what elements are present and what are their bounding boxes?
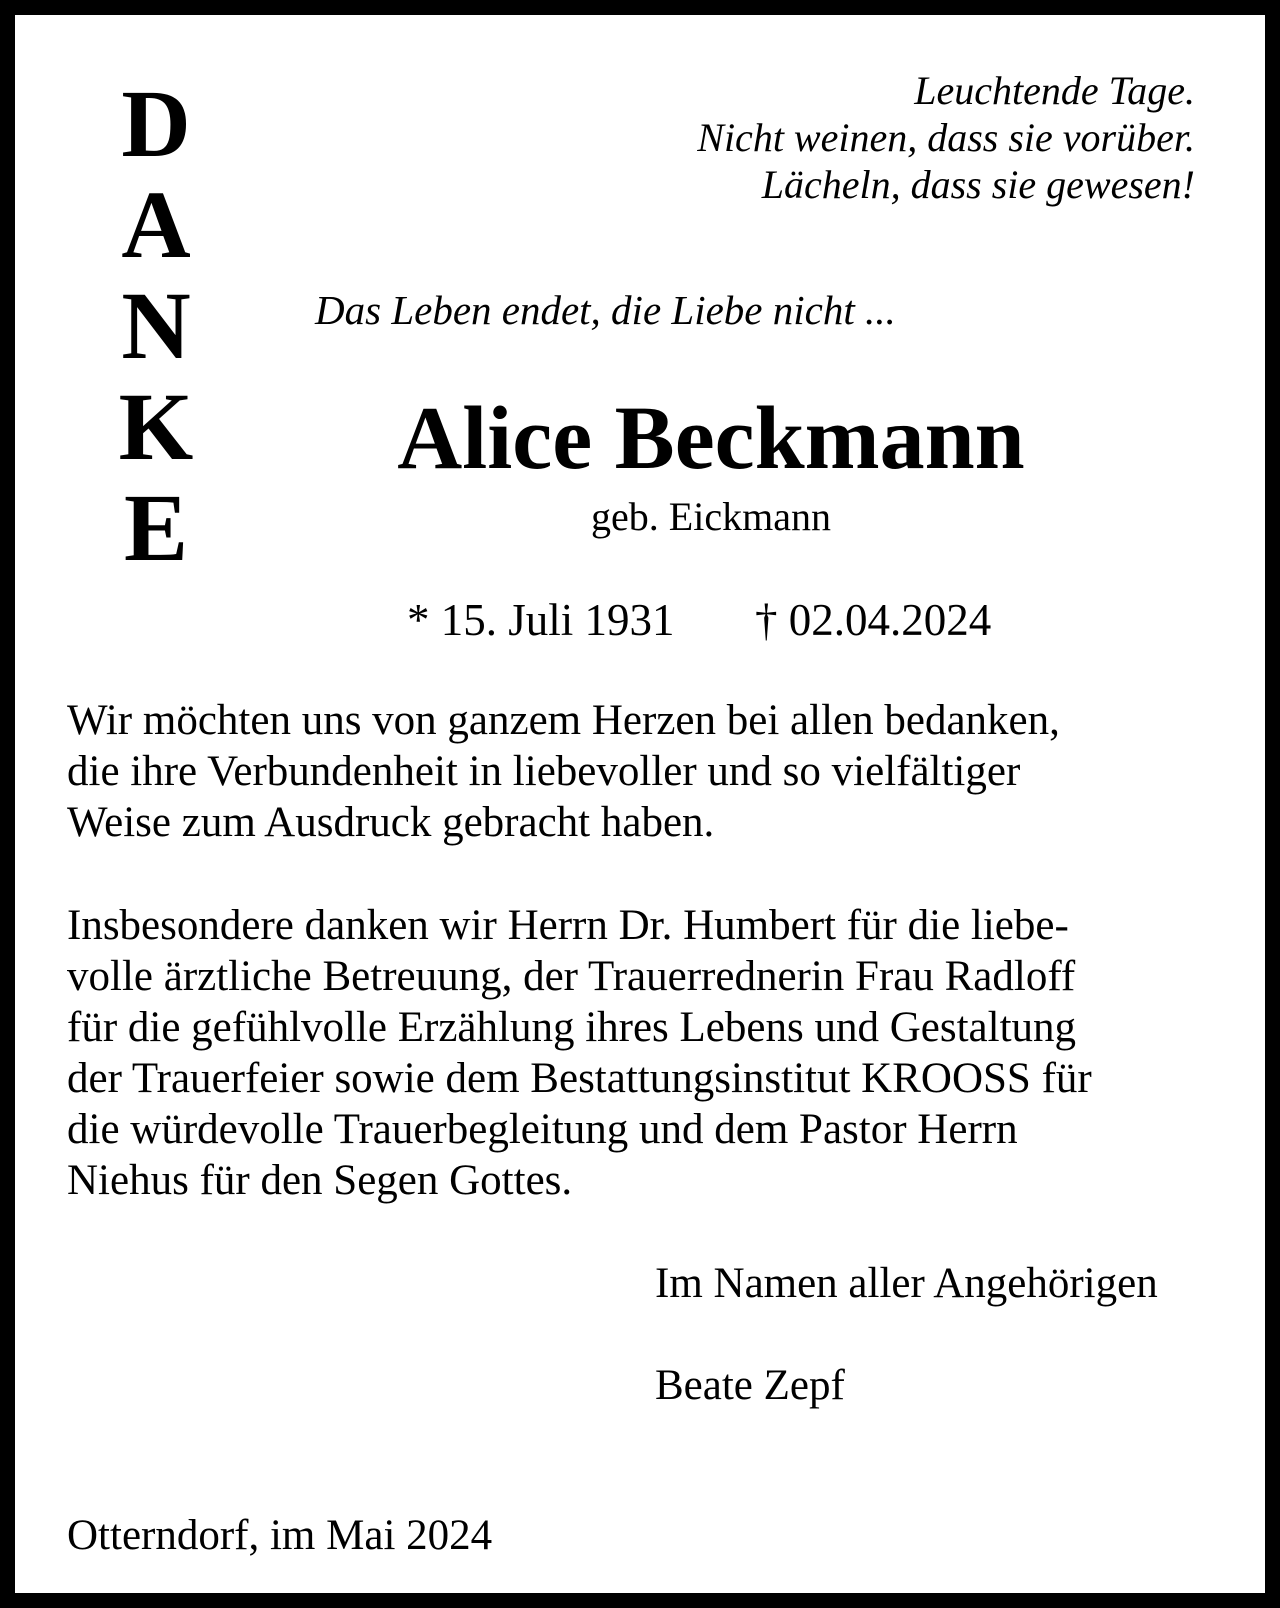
deceased-name: Alice Beckmann [397,389,1025,488]
motto-line: Nicht weinen, dass sie vorüber. [697,115,1195,160]
danke-letter: N [121,272,191,379]
place-and-date: Otterndorf, im Mai 2024 [67,1512,493,1559]
closing-line: Im Namen aller Angehörigen [655,1260,1158,1307]
paragraph-line: für die gefühlvolle Erzählung ihres Lebens und Gestaltung [67,1004,1077,1051]
danke-letter: E [123,474,189,581]
thanks-paragraph [67,695,1060,848]
paragraph-line: Wir möchten uns von ganzem Herzen bei allen bedanken, [67,697,1060,744]
birth-date: * 15. Juli 1931 [407,595,675,645]
danke-letter: A [121,171,191,278]
motto-line: Leuchtende Tage. [914,68,1195,113]
paragraph-line: Weise zum Ausdruck gebracht haben. [67,799,715,846]
death-date: † 02.04.2024 [755,595,992,645]
paragraph-line: die ihre Verbundenheit in liebevoller und so vielfältiger [67,748,1021,795]
birth-name: geb. Eickmann [591,494,831,539]
paragraph-line: die würdevolle Trauerbegleitung und dem Pastor Herrn [67,1106,1018,1153]
special-thanks-paragraph [67,900,1092,1206]
signer-name: Beate Zepf [655,1362,845,1409]
paragraph-line: volle ärztliche Betreuung, der Trauerrednerin Frau Radloff [67,953,1076,1000]
subtitle: Das Leben endet, die Liebe nicht ... [315,287,896,333]
motto-quote [697,67,1195,208]
danke-letter: D [121,70,191,177]
danke-letter: K [118,373,194,480]
paragraph-line: der Trauerfeier sowie dem Bestattungsinstitut KROOSS für [67,1055,1092,1102]
paragraph-line: Insbesondere danken wir Herrn Dr. Humbert für die liebe- [67,902,1069,949]
paragraph-line: Niehus für den Segen Gottes. [67,1157,573,1204]
danke-vertical-heading [111,70,201,581]
motto-line: Lächeln, dass sie gewesen! [761,162,1195,207]
